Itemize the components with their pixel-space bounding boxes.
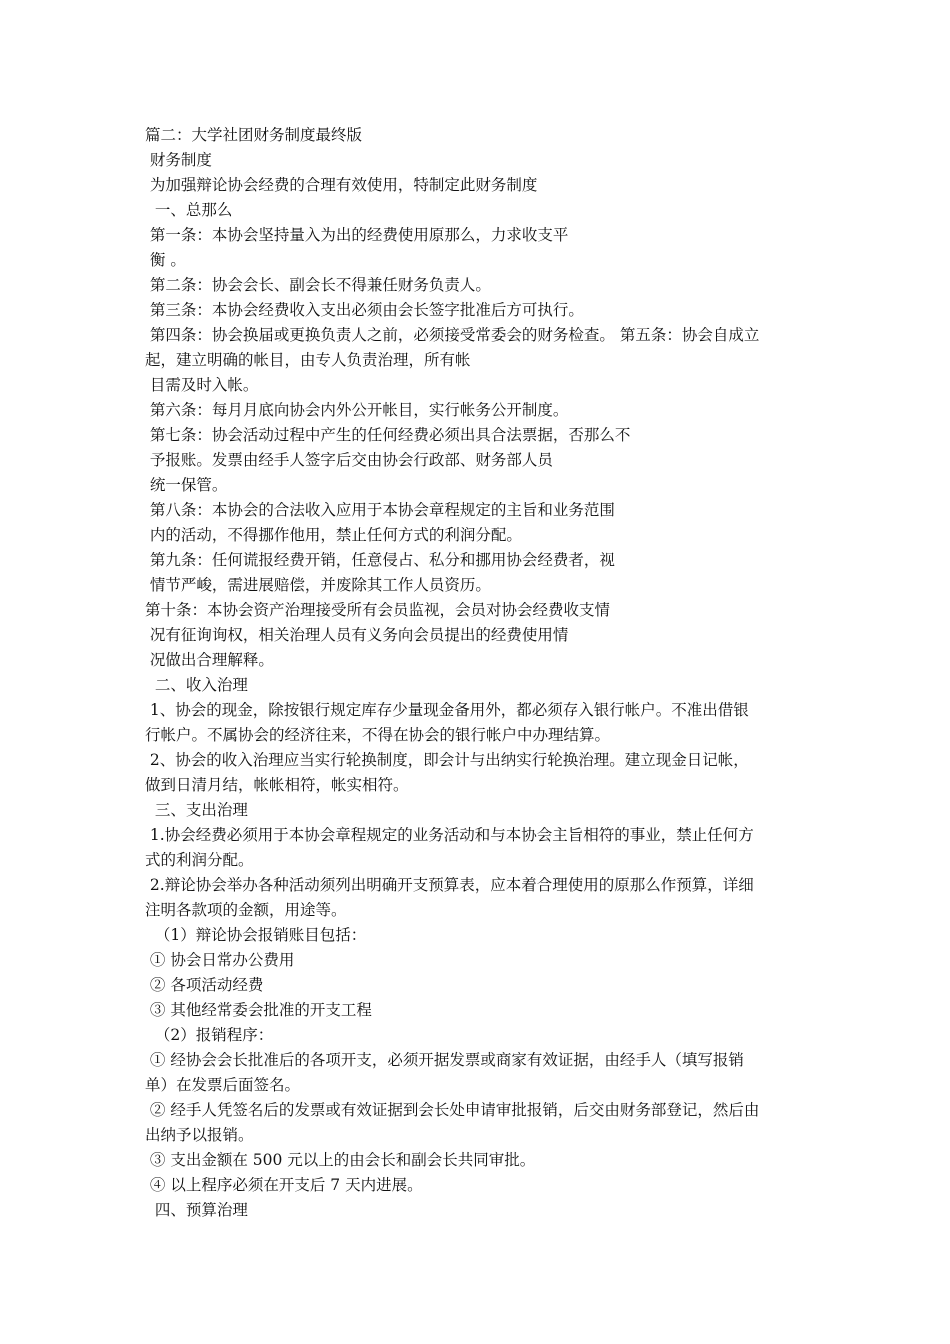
text-line: 1、协会的现金，除按银行规定库存少量现金备用外，都必须存入银行帐户。不准出借银 (145, 701, 749, 719)
text-line: 况有征询询权，相关治理人员有义务向会员提出的经费使用情 (145, 626, 569, 644)
text-line: 为加强辩论协会经费的合理有效使用，特制定此财务制度 (145, 176, 538, 194)
text-line: 第三条：本协会经费收入支出必须由会长签字批准后方可执行。 (145, 301, 584, 319)
text-line: 第八条：本协会的合法收入应用于本协会章程规定的主旨和业务范围 (145, 501, 615, 519)
document-title: 篇二：大学社团财务制度最终版 (145, 126, 363, 144)
text-line: 况做出合理解释。 (145, 651, 274, 669)
text-line: 式的利润分配。 (145, 851, 254, 869)
text-line: ② 各项活动经费 (145, 976, 264, 994)
text-line: 第四条：协会换届或更换负责人之前，必须接受常委会的财务检查。 第五条：协会自成立 (145, 326, 760, 344)
text-line: 做到日清月结，帐帐相符，帐实相符。 (145, 776, 409, 794)
text-line: 单）在发票后面签名。 (145, 1076, 301, 1094)
text-line: 起，建立明确的帐目，由专人负责治理，所有帐 (145, 351, 471, 369)
text-line: 第九条：任何谎报经费开销，任意侵占、私分和挪用协会经费者，视 (145, 551, 615, 569)
text-line: ② 经手人凭签名后的发票或有效证据到会长处申请审批报销，后交由财务部登记，然后由 (145, 1101, 760, 1119)
text-line: 衡 。 (145, 251, 186, 269)
text-line: （2）报销程序： (145, 1026, 274, 1044)
text-line: 情节严峻，需进展赔偿，并废除其工作人员资历。 (145, 576, 491, 594)
text-line: 1.协会经费必须用于本协会章程规定的业务活动和与本协会主旨相符的事业，禁止任何方 (145, 826, 754, 844)
text-line: 第七条：协会活动过程中产生的任何经费必须出具合法票据，否那么不 (145, 426, 631, 444)
text-line: （1）辩论协会报销账目包括： (145, 926, 367, 944)
text-line: 2、协会的收入治理应当实行轮换制度，即会计与出纳实行轮换治理。建立现金日记帐， (145, 751, 749, 769)
text-line: 二、收入治理 (145, 676, 248, 694)
text-line: 第六条：每月月底向协会内外公开帐目，实行帐务公开制度。 (145, 401, 569, 419)
text-line: 四、预算治理 (145, 1201, 248, 1219)
text-line: 目需及时入帐。 (145, 376, 259, 394)
text-line: 第二条：协会会长、副会长不得兼任财务负责人。 (145, 276, 491, 294)
text-line: 出纳予以报销。 (145, 1126, 254, 1144)
text-line: ① 经协会会长批准后的各项开支，必须开据发票或商家有效证据，由经手人（填写报销 (145, 1051, 744, 1069)
text-line: 一、总那么 (145, 201, 233, 219)
text-line: ① 协会日常办公费用 (145, 951, 295, 969)
text-line: 注明各款项的金额，用途等。 (145, 901, 347, 919)
text-line: 予报账。发票由经手人签字后交由协会行政部、财务部人员 (145, 451, 553, 469)
text-line: 三、支出治理 (145, 801, 248, 819)
text-line: 财务制度 (145, 151, 212, 169)
text-line: 第十条：本协会资产治理接受所有会员监视，会员对协会经费收支情 (145, 601, 611, 619)
text-line: 统一保管。 (145, 476, 228, 494)
text-line: ③ 支出金额在 500 元以上的由会长和副会长共同审批。 (145, 1151, 536, 1169)
text-line: 第一条：本协会坚持量入为出的经费使用原那么，力求收支平 (145, 226, 569, 244)
document-body (145, 123, 815, 1223)
text-line: 行帐户。不属协会的经济往来，不得在协会的银行帐户中办理结算。 (145, 726, 611, 744)
text-line: ③ 其他经常委会批准的开支工程 (145, 1001, 372, 1019)
text-line: ④ 以上程序必须在开支后 7 天内进展。 (145, 1176, 423, 1194)
text-line: 内的活动，不得挪作他用，禁止任何方式的利润分配。 (145, 526, 522, 544)
text-line: 2.辩论协会举办各种活动须列出明确开支预算表，应本着合理使用的原那么作预算，详细 (145, 876, 754, 894)
